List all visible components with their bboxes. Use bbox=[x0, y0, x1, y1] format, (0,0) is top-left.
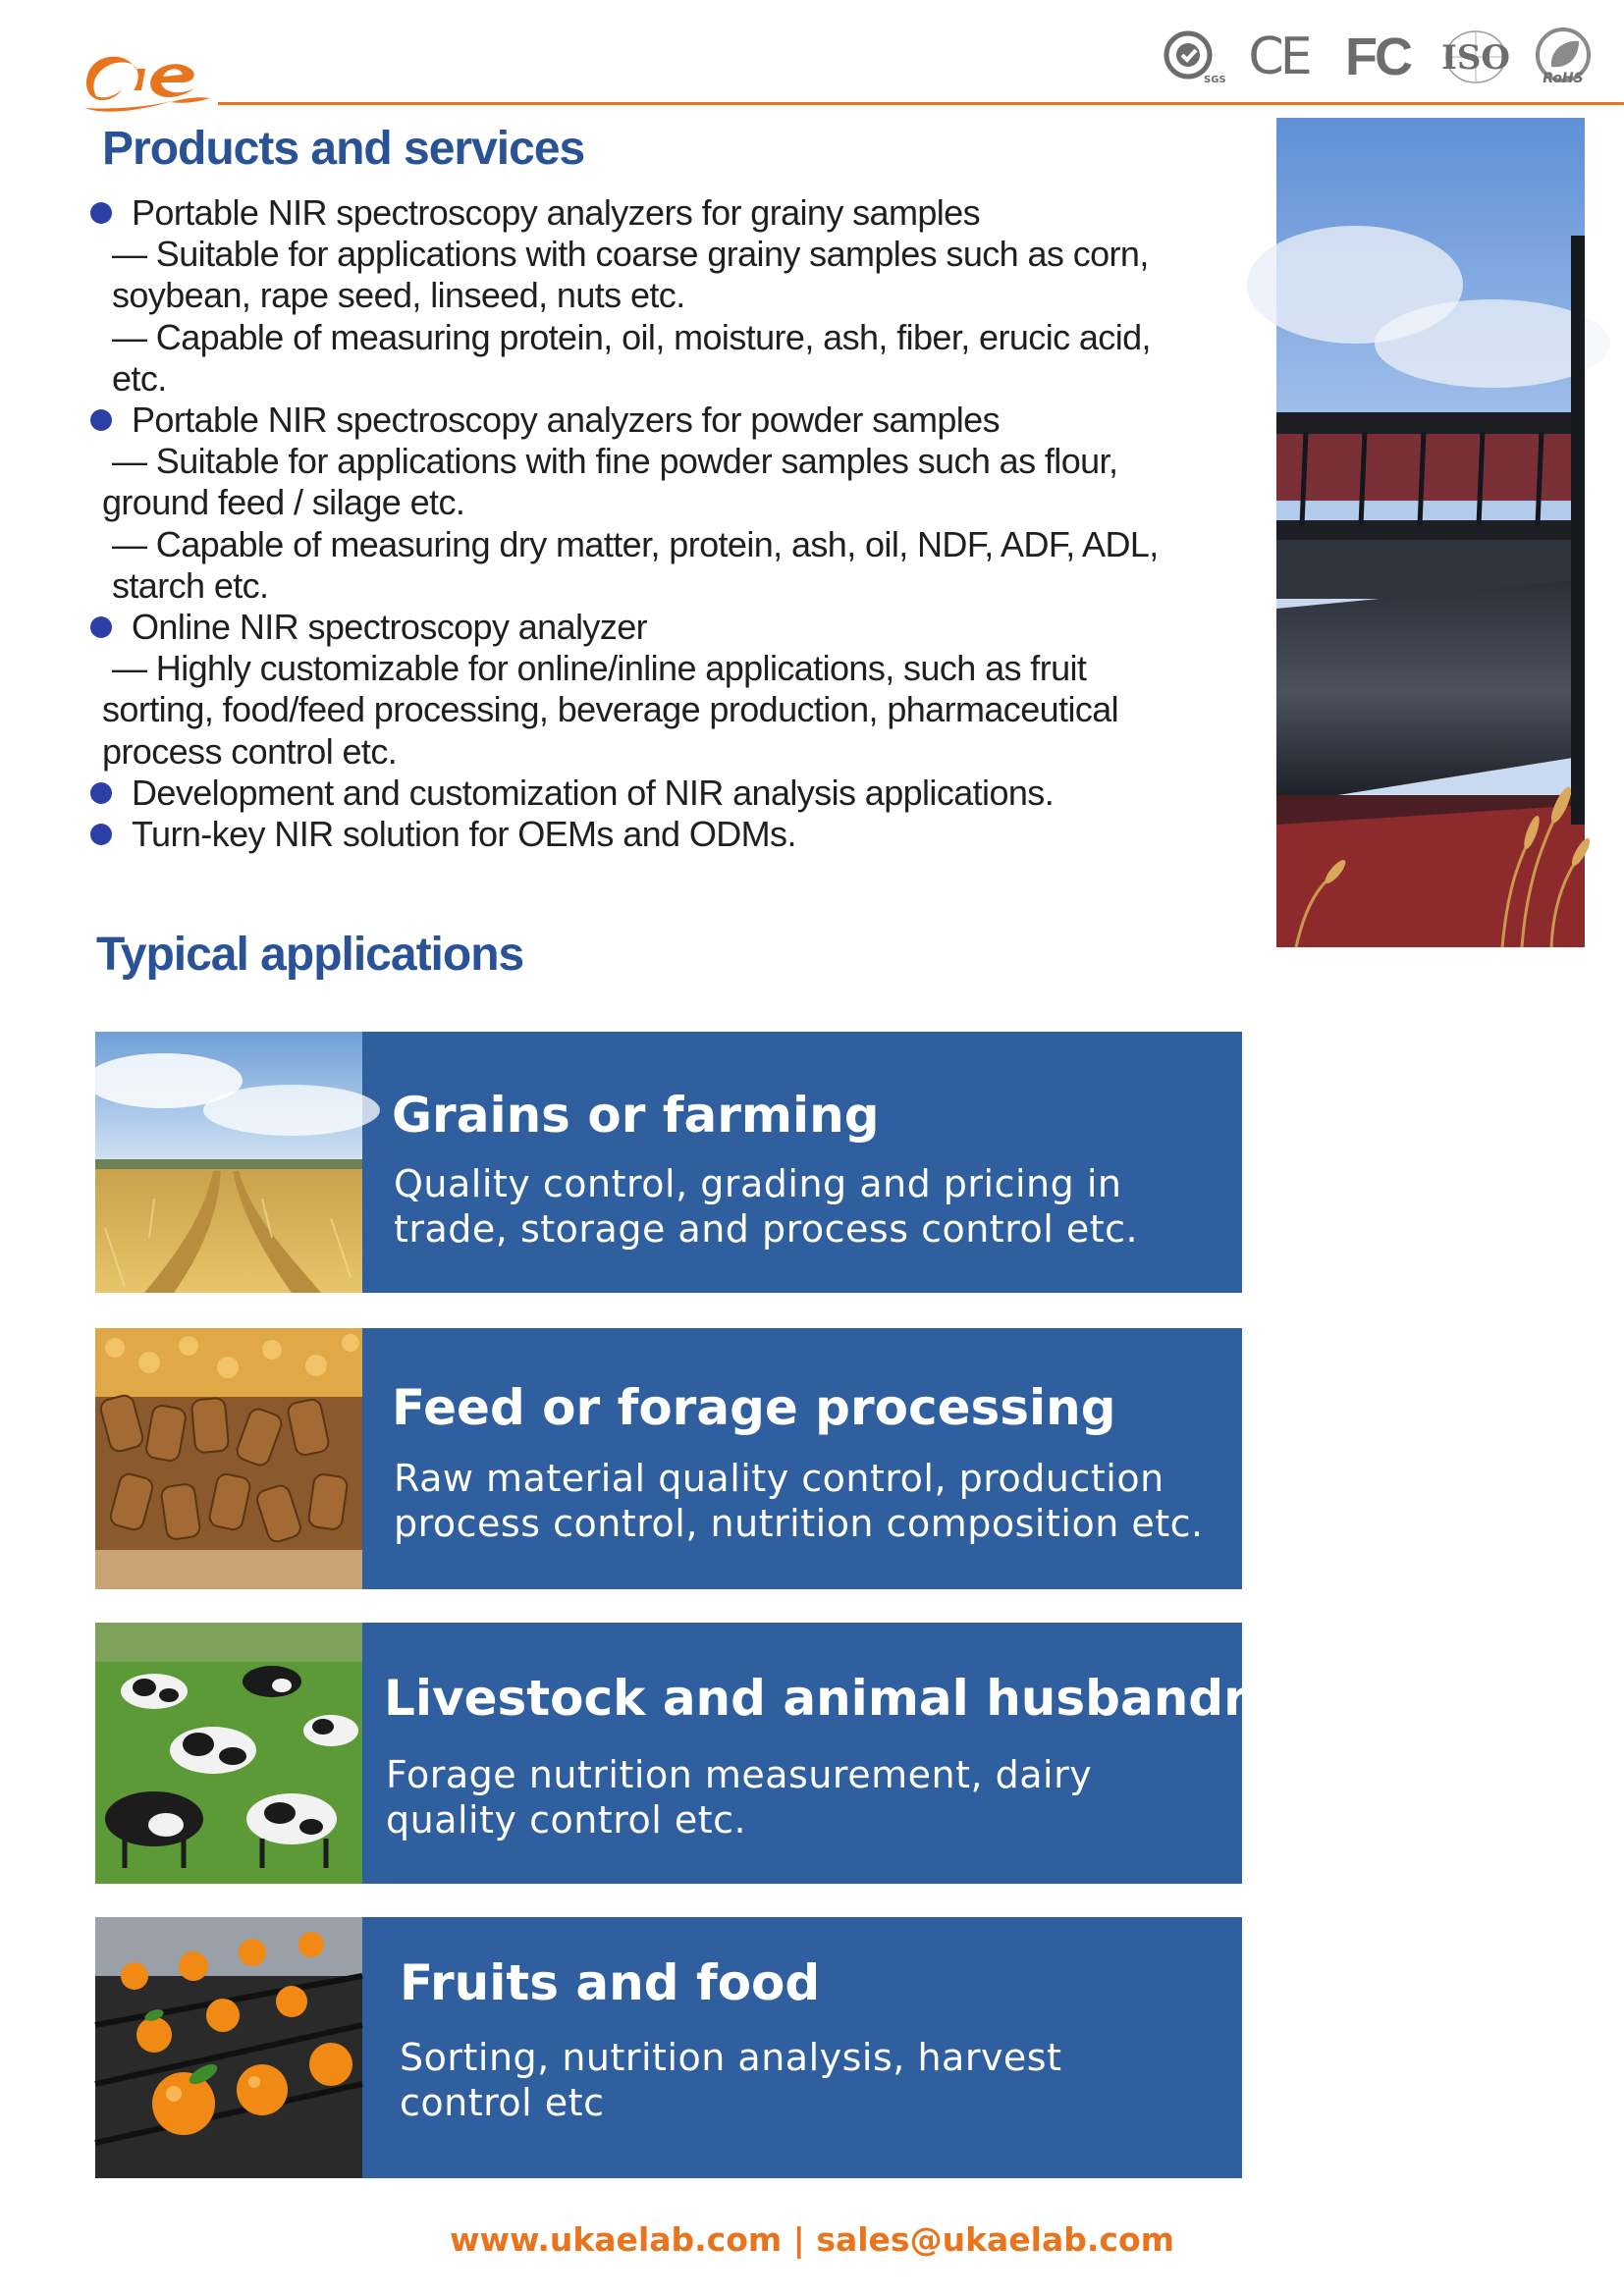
rohs-label: RoHS bbox=[1543, 71, 1584, 86]
applications-section-title: Typical applications bbox=[96, 929, 524, 981]
list-item bbox=[88, 400, 1267, 441]
application-description: Forage nutrition measurement, dairy quality control etc. bbox=[386, 1753, 1093, 1842]
list-detail: etc. bbox=[112, 357, 167, 399]
list-item-text: Portable NIR spectroscopy analyzers for grainy samples bbox=[132, 192, 980, 233]
sgs-label: SGS bbox=[1204, 75, 1226, 85]
list-item-text: Online NIR spectroscopy analyzer bbox=[132, 607, 648, 648]
list-item bbox=[88, 773, 1267, 814]
list-detail: soybean, rape seed, linseed, nuts etc. bbox=[112, 275, 685, 316]
list-item-text: Portable NIR spectroscopy analyzers for powder samples bbox=[132, 400, 1001, 441]
application-title: Feed or forage processing bbox=[392, 1379, 1116, 1436]
application-card-grains bbox=[95, 1032, 1242, 1293]
fc-mark: FC bbox=[1345, 27, 1410, 86]
list-detail: process control etc. bbox=[102, 730, 398, 772]
list-item-text: Development and customization of NIR analysis applications. bbox=[132, 772, 1055, 813]
application-description: Raw material quality control, production process control, nutrition composition etc. bbox=[394, 1457, 1204, 1545]
application-title: Grains or farming bbox=[392, 1087, 880, 1144]
certification-logos bbox=[1161, 27, 1597, 86]
list-detail: — Suitable for applications with coarse grainy samples such as corn, bbox=[112, 234, 1149, 275]
grazing-cows-photo bbox=[95, 1623, 362, 1884]
bullet-icon bbox=[90, 782, 112, 804]
bullet-icon bbox=[90, 409, 112, 431]
footer-contact[interactable]: www.ukaelab.com | sales@ukaelab.com bbox=[449, 2220, 1175, 2259]
company-logo bbox=[77, 39, 214, 118]
application-card-livestock bbox=[95, 1623, 1280, 1884]
list-detail: starch etc. bbox=[112, 564, 269, 606]
oranges-conveyor-photo bbox=[95, 1917, 362, 2178]
list-item bbox=[88, 192, 1267, 234]
products-section-title: Products and services bbox=[102, 123, 585, 175]
harvester-photo bbox=[1276, 118, 1585, 947]
list-item bbox=[88, 607, 1267, 648]
application-title: Fruits and food bbox=[400, 1954, 821, 2011]
products-list bbox=[88, 192, 1267, 855]
bullet-icon bbox=[90, 202, 112, 224]
list-item bbox=[88, 814, 1267, 855]
list-item-text: Turn-key NIR solution for OEMs and ODMs. bbox=[132, 814, 796, 855]
bullet-icon bbox=[90, 824, 112, 845]
list-detail: — Highly customizable for online/inline applications, such as fruit bbox=[112, 648, 1087, 689]
application-title: Livestock and animal husbandry bbox=[384, 1670, 1280, 1727]
bullet-icon bbox=[90, 616, 112, 638]
logo-text: ae bbox=[77, 39, 79, 40]
rohs-icon bbox=[1530, 27, 1597, 86]
iso-label: ISO bbox=[1440, 38, 1511, 78]
feed-pellets-photo bbox=[95, 1328, 362, 1589]
list-detail: sorting, food/feed processing, beverage production, pharmaceutical bbox=[102, 689, 1119, 730]
application-description: Quality control, grading and pricing in trade, storage and process control etc. bbox=[394, 1162, 1139, 1251]
iso-icon bbox=[1435, 29, 1516, 84]
list-detail: ground feed / silage etc. bbox=[102, 482, 465, 523]
header-rule bbox=[218, 102, 1624, 105]
list-detail: — Suitable for applications with fine powder samples such as flour, bbox=[112, 441, 1118, 482]
ce-mark: CE bbox=[1248, 27, 1309, 86]
wheat-field-photo bbox=[95, 1032, 362, 1293]
application-card-fruits bbox=[95, 1917, 1242, 2178]
list-detail: — Capable of measuring protein, oil, moisture, ash, fiber, erucic acid, bbox=[112, 316, 1151, 357]
application-card-feed bbox=[95, 1328, 1242, 1589]
sgs-icon bbox=[1161, 29, 1226, 85]
application-description: Sorting, nutrition analysis, harvest control etc bbox=[400, 2036, 1062, 2124]
list-detail: — Capable of measuring dry matter, protein, ash, oil, NDF, ADF, ADL, bbox=[112, 523, 1159, 564]
